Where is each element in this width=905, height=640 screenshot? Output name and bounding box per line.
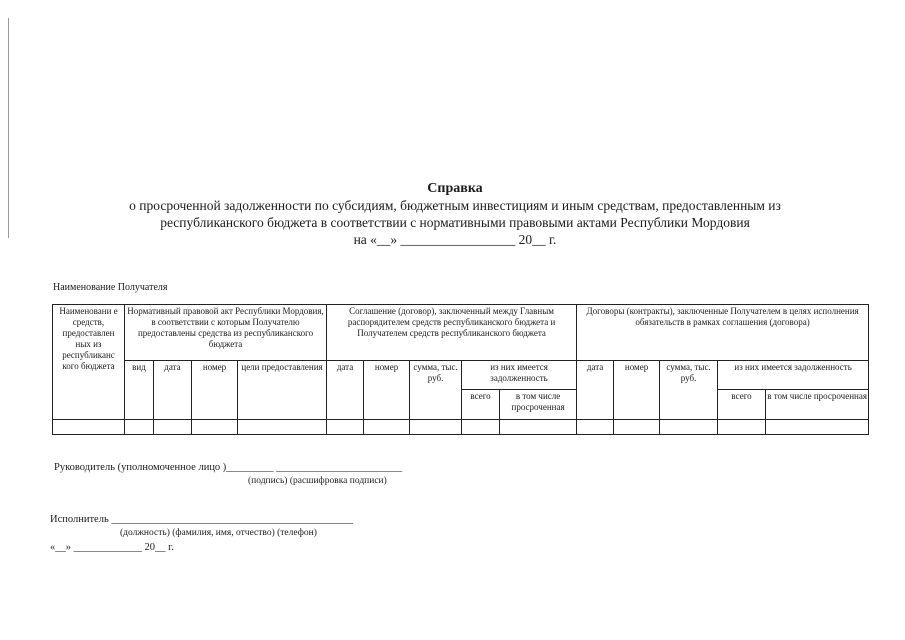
table-cell[interactable] [410, 419, 462, 434]
col-act-number: номер [192, 361, 238, 419]
table-cell[interactable] [577, 419, 614, 434]
col-agr-total: всего [462, 389, 500, 419]
col-funds-name: Наименовани е средств, предоставлен ных из республиканс кого бюджета [53, 305, 125, 420]
col-con-overdue: в том числе просроченная [766, 389, 869, 419]
date-year: 20__ г. [518, 232, 557, 247]
col-con-sum: сумма, тыс. руб. [660, 361, 718, 419]
executor-line [50, 514, 353, 525]
head-signature-caption: (подпись) (расшифровка подписи) [248, 476, 387, 486]
date-prefix: на «__» [353, 232, 398, 247]
table-cell[interactable] [614, 419, 660, 434]
table-cell[interactable] [718, 419, 766, 434]
col-agr-overdue: в том числе просроченная [500, 389, 577, 419]
date-line: _________________ [400, 232, 516, 247]
executor-caption: (должность) (фамилия, имя, отчество) (телефон) [120, 528, 317, 538]
document-subtitle-2: республиканского бюджета в соответствии с нормативными правовыми актами Республики Мордовия [160, 215, 750, 230]
table-cell[interactable] [238, 419, 327, 434]
executor-date: «__» _____________ 20__ г. [50, 542, 174, 553]
executor-blank: ______________________________________________ [111, 514, 353, 525]
col-con-total: всего [718, 389, 766, 419]
col-con-number: номер [614, 361, 660, 419]
col-con-debt: из них имеется задолженность [718, 361, 869, 389]
table-cell[interactable] [53, 419, 125, 434]
group-contracts: Договоры (контракты), заключенные Получателем в целях исполнения обязательств в рамках соглашения (договора) [577, 305, 869, 361]
table-cell[interactable] [125, 419, 154, 434]
group-normative-act: Нормативный правовой акт Республики Мордовия, в соответствии с которым Получателю предоставлены средства из республиканского бюджета [125, 305, 327, 361]
recipient-label: Наименование Получателя [53, 282, 168, 293]
document-date [60, 231, 850, 248]
table-cell[interactable] [364, 419, 410, 434]
head-signature-line: Руководитель (уполномоченное лицо )_________ ________________________ [54, 462, 403, 473]
debt-table [52, 304, 869, 435]
table-cell[interactable] [154, 419, 192, 434]
group-agreement: Соглашение (договор), заключенный между Главным распорядителем средств республиканского бюджета и Получателем средств республиканского бюджета [327, 305, 577, 361]
col-agr-debt: из них имеется задолженность [462, 361, 577, 389]
col-act-date: дата [154, 361, 192, 419]
col-agr-date: дата [327, 361, 364, 419]
table-cell[interactable] [660, 419, 718, 434]
col-agr-sum: сумма, тыс. руб. [410, 361, 462, 419]
table-cell[interactable] [766, 419, 869, 434]
table-cell[interactable] [462, 419, 500, 434]
document-subtitle-1: о просроченной задолженности по субсидиям, бюджетным инвестициям и иным средствам, предоставленным из [129, 198, 781, 213]
executor-label: Исполнитель [50, 514, 109, 525]
col-con-date: дата [577, 361, 614, 419]
table-cell[interactable] [192, 419, 238, 434]
table-cell[interactable] [327, 419, 364, 434]
document-title: Справка [427, 181, 483, 196]
col-act-goals: цели предоставления [238, 361, 327, 419]
col-agr-number: номер [364, 361, 410, 419]
table-row [53, 419, 869, 434]
col-act-kind: вид [125, 361, 154, 419]
table-cell[interactable] [500, 419, 577, 434]
document-header [60, 180, 850, 248]
margin-line [8, 18, 9, 238]
